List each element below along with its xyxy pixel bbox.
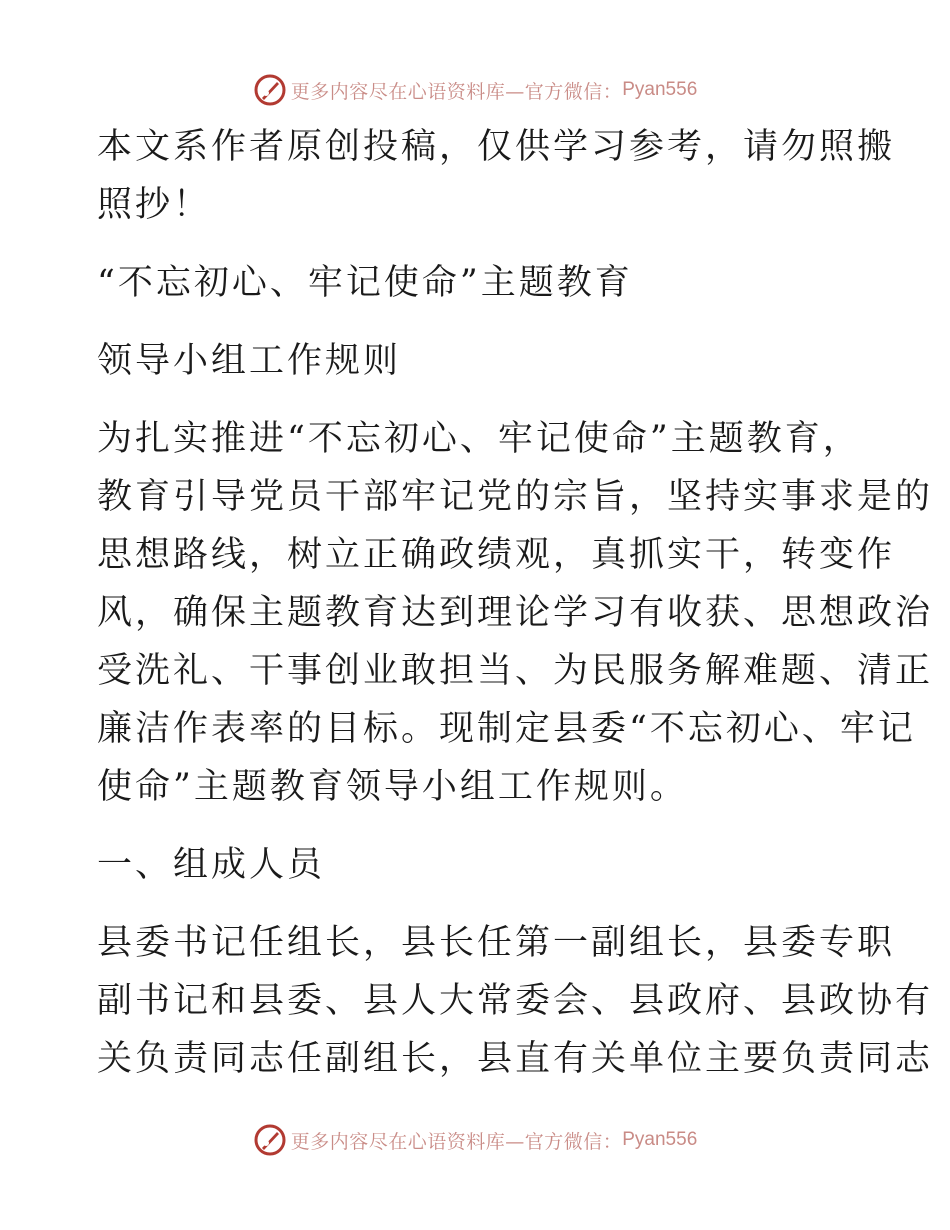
text-line: 关负责同志任副组长，县直有关单位主要负责同志 [97, 1039, 934, 1079]
text-line: 副书记和县委、县人大常委会、县政府、县政协有 [97, 981, 934, 1021]
title-line-2 [97, 332, 857, 390]
text-line: 廉洁作表率的目标。现制定县委“不忘初心、牢记 [97, 709, 916, 749]
watermark-wechat-id: Pyan556 [622, 79, 698, 100]
footer-watermark [0, 1120, 950, 1160]
title-line-1 [97, 254, 857, 312]
section-heading [97, 836, 857, 894]
text-line: 使命”主题教育领导小组工作规则。 [97, 767, 688, 807]
document-body [97, 118, 934, 1088]
text-line: “不忘初心、牢记使命”主题教育 [97, 263, 633, 303]
text-line: 县委书记任组长，县长任第一副组长，县委专职 [97, 923, 896, 963]
quill-logo-icon [253, 1123, 287, 1157]
watermark-text: 更多内容尽在心语资料库—官方微信： [290, 80, 623, 103]
watermark-text: 更多内容尽在心语资料库—官方微信： [290, 1130, 623, 1153]
text-line: 领导小组工作规则 [97, 341, 402, 381]
text-line: 风，确保主题教育达到理论学习有收获、思想政治 [97, 593, 934, 633]
text-line: 本文系作者原创投稿，仅供学习参考，请勿照搬 [97, 127, 896, 167]
text-line: 受洗礼、干事创业敢担当、为民服务解难题、清正 [97, 651, 934, 691]
paragraph-notice [97, 118, 896, 234]
quill-logo-icon [253, 73, 287, 107]
text-line: 一、组成人员 [97, 845, 326, 885]
paragraph-members [97, 914, 934, 1088]
text-line: 思想路线，树立正确政绩观，真抓实干，转变作 [97, 535, 896, 575]
text-line: 为扎实推进“不忘初心、牢记使命”主题教育， [97, 419, 861, 459]
watermark-wechat-id: Pyan556 [622, 1129, 698, 1150]
paragraph-intro [97, 410, 934, 816]
header-watermark [0, 70, 950, 110]
text-line: 教育引导党员干部牢记党的宗旨，坚持实事求是的 [97, 477, 934, 517]
text-line: 照抄！ [97, 185, 212, 225]
